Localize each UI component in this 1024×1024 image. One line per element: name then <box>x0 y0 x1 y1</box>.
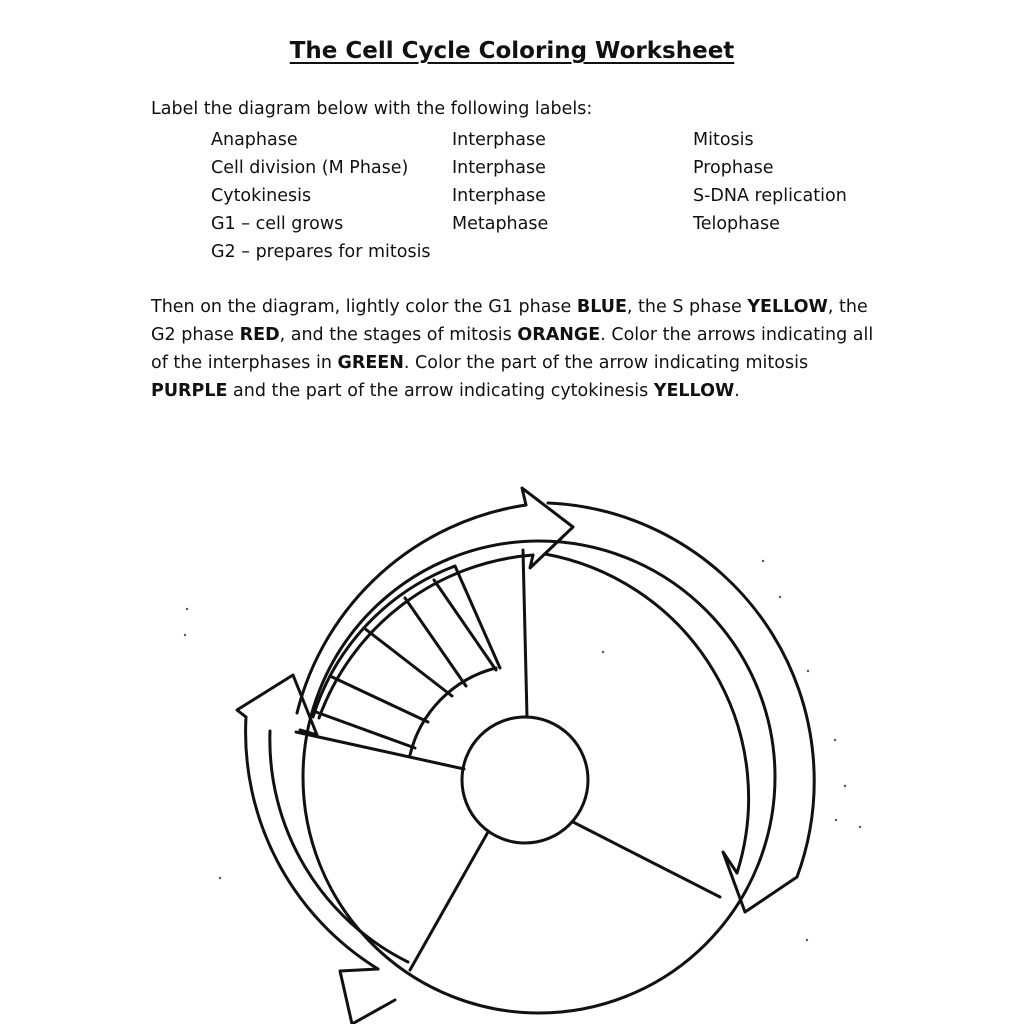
worksheet-title: The Cell Cycle Coloring Worksheet <box>289 38 735 64</box>
divider-top <box>523 550 527 717</box>
label-interphase-2: Interphase <box>452 158 546 178</box>
color-blue: BLUE <box>576 297 627 317</box>
label-interphase-3: Interphase <box>452 186 546 206</box>
stage-divider-1 <box>316 712 415 748</box>
color-red: RED <box>239 325 280 345</box>
divider-right <box>573 822 720 897</box>
label-g1: G1 – cell grows <box>211 214 344 234</box>
color-yellow-cytokinesis: YELLOW <box>653 381 735 401</box>
label-telophase: Telophase <box>693 214 780 234</box>
mitosis-inner-arc <box>410 668 496 755</box>
coloring-instructions: Then on the diagram, lightly color the G1 phase BLUE, the S phase YELLOW, the G2 phase RED, and the stages of mitosis ORANGE. Color the arrows indicating all of the interphases in GREEN. Color the part of the arrow indicating mitosis PURPLE and the part of the arrow indicating cytokinesis YELLOW. <box>151 297 874 401</box>
label-s-dna-replication: S-DNA replication <box>693 186 847 206</box>
arrow-right-inner <box>545 554 749 873</box>
stage-divider-2 <box>330 676 428 722</box>
center-circle <box>462 717 588 843</box>
arrow-right <box>548 503 814 877</box>
arrowhead-bottom-left-tip <box>352 1000 395 1024</box>
divider-bottom <box>410 832 488 970</box>
color-green: GREEN <box>337 353 404 373</box>
arrow-left-inner <box>270 731 408 962</box>
arrowhead-bottom-left <box>340 969 378 1024</box>
color-orange: ORANGE <box>517 325 601 345</box>
stage-divider-3 <box>364 628 452 696</box>
stage-divider-5 <box>434 580 496 670</box>
color-purple: PURPLE <box>151 381 228 401</box>
cell-cycle-diagram <box>150 440 880 1024</box>
divider-left <box>296 732 464 769</box>
label-cell-division: Cell division (M Phase) <box>211 158 409 178</box>
label-prophase: Prophase <box>693 158 774 178</box>
label-word-bank <box>211 127 891 267</box>
label-mitosis: Mitosis <box>693 130 754 150</box>
stage-divider-6 <box>455 566 500 668</box>
label-anaphase: Anaphase <box>211 130 298 150</box>
instructions-intro: Label the diagram below with the following labels: <box>151 99 593 119</box>
label-g2: G2 – prepares for mitosis <box>211 242 431 262</box>
label-metaphase: Metaphase <box>452 214 549 234</box>
color-yellow: YELLOW <box>747 297 828 317</box>
label-cytokinesis: Cytokinesis <box>211 186 312 206</box>
label-interphase-1: Interphase <box>452 130 546 150</box>
